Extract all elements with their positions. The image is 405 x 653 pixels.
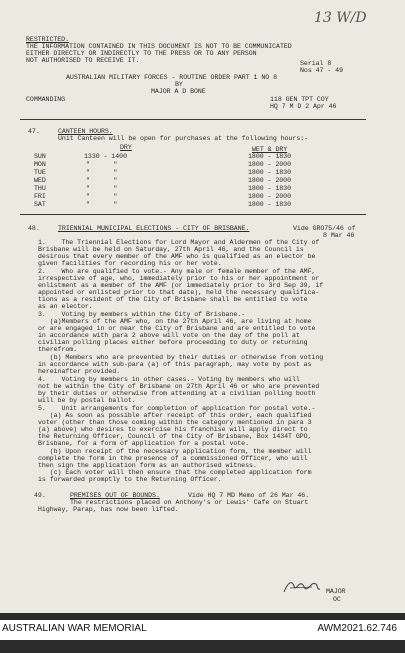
item-48-line: appointed or enlisted prior to that date), held the necessary qualifica- xyxy=(38,289,320,296)
item-49-line: Highway, Parap, has now been lifted. xyxy=(38,506,179,513)
item-48-line: given facilities for recording his or her vote. xyxy=(38,260,222,267)
item-48-line: desirous that every member of the AMF who is qualified as an elector be xyxy=(38,253,316,260)
signature-rank: MAJOR xyxy=(326,588,346,595)
item-48-line: (b) Members who are prevented by their duties or otherwise from voting xyxy=(38,354,324,361)
dry-thu: " " xyxy=(86,185,118,192)
day-sun: SUN xyxy=(34,153,46,160)
item-48-line: (c) Each voter will then ensure that the completed application form xyxy=(38,469,312,476)
item-48-line: is forwarded promptly to the Returning Officer. xyxy=(38,476,222,483)
restricted-label: RESTRICTED. xyxy=(26,36,69,43)
dry-sat: " " xyxy=(86,201,118,208)
wet-tue: 1800 - 1830 xyxy=(248,169,291,176)
dry-wed: " " xyxy=(86,177,118,184)
commanding-officer: MAJOR A D BONE xyxy=(151,88,206,95)
notice-line-1: THE INFORMATION CONTAINED IN THIS DOCUMENT IS NOT TO BE COMMUNICATED xyxy=(26,43,292,50)
day-tue: TUE xyxy=(34,169,46,176)
wet-thu: 1800 - 1830 xyxy=(248,185,291,192)
day-mon: MON xyxy=(34,161,46,168)
item-48-line: Brisbane, for a form of application for a postal vote. xyxy=(38,440,249,447)
item-48-line: voter (other than those coming within the category mentioned in para 3 xyxy=(38,419,312,426)
item-49-title: PREMISES OUT OF BOUNDS. xyxy=(70,492,160,499)
item-47-number: 47. xyxy=(28,128,40,135)
dry-fri: " " xyxy=(86,193,118,200)
item-48-ref-date: 8 Mar 46 xyxy=(323,232,355,239)
col-wet-header: WET & DRY xyxy=(252,146,288,153)
signature-scribble xyxy=(282,578,322,596)
wet-fri: 1800 - 2000 xyxy=(248,193,291,200)
item-48-line: hereinafter provided. xyxy=(38,368,121,375)
item-48-line: 4. Voting by members in other cases.- Voting by members who will xyxy=(38,376,300,383)
order-numbers: Nos 47 - 49 xyxy=(300,67,343,74)
item-48-line: 5. Unit arrangements for completion of application for postal vote.- xyxy=(38,405,316,412)
item-48-line: as an elector. xyxy=(38,303,93,310)
header-divider xyxy=(20,119,366,120)
item-48-line: then sign the application form as an authorised witness. xyxy=(38,462,257,469)
item-48-line: enlistment as a member of the AMF (or immediately prior to 3rd Sep 39, if xyxy=(38,282,324,289)
day-sat: SAT xyxy=(34,201,46,208)
footer-right: AWM2021.62.746 xyxy=(317,623,397,634)
item-49-line: The restrictions placed on Anthony's or Lewis' Cafe on Stuart xyxy=(70,499,309,506)
item-48-line: therefrom. xyxy=(38,346,78,353)
hq-date: HQ 7 M D 2 Apr 46 xyxy=(270,103,337,110)
wet-mon: 1800 - 2000 xyxy=(248,161,291,168)
item-48-line: Brisbane will be held on Saturday, 27th April 46, and the Council is xyxy=(38,246,304,253)
order-title: AUSTRALIAN MILITARY FORCES - ROUTINE ORDER PART 1 NO 8 xyxy=(66,74,277,81)
item-48-line: in accordance with sub-para (a) of this paragraph, may vote by post as xyxy=(38,361,312,368)
item-48-line: (a) above) who desires to exercise his franchise will apply direct to xyxy=(38,426,308,433)
day-thu: THU xyxy=(34,185,46,192)
dry-tue: " " xyxy=(86,169,118,176)
item-48-line: irrespective of age, who, immediately prior to his or her appointment or xyxy=(38,275,320,282)
item-48-line: 3. Voting by members within the City of Brisbane.- xyxy=(38,311,246,318)
col-dry-header: DRY xyxy=(120,144,132,151)
item-48-line: or are engaged in or near the City of Brisbane and are entitled to vote xyxy=(38,325,316,332)
item-47-divider xyxy=(20,214,366,215)
dry-mon: " " xyxy=(86,161,118,168)
wet-sat: 1800 - 1830 xyxy=(248,201,291,208)
item-48-line: the Returning Officer, Council of the City of Brisbane, Box 1434T GPO, xyxy=(38,433,312,440)
item-47-title: CANTEEN HOURS. xyxy=(58,128,113,135)
item-48-line: complete the form in the presence of a commissioned Officer, who will xyxy=(38,455,308,462)
signature-oc: OC xyxy=(333,596,341,603)
order-by: BY xyxy=(175,81,183,88)
item-48-line: tions as a resident of the City of Brisbane shall be entitled to vote xyxy=(38,296,308,303)
item-48-ref: Vide GRO75/46 of xyxy=(293,225,356,232)
item-48-line: 2. Who are qualified to vote.- Any male or female member of the AMF, xyxy=(38,268,316,275)
serial-number: Serial 8 xyxy=(300,60,332,67)
footer-left: AUSTRALIAN WAR MEMORIAL xyxy=(2,623,147,634)
notice-line-2: EITHER DIRECTLY OR INDIRECTLY TO THE PRESS OR TO ANY PERSON xyxy=(26,50,257,57)
day-fri: FRI xyxy=(34,193,46,200)
notice-line-3: NOT AUTHORISED TO RECEIVE IT. xyxy=(26,57,140,64)
unit-name: 118 GEN TPT COY xyxy=(270,96,329,103)
item-48-line: by their duties or otherwise from attending at a civilian polling booth xyxy=(38,390,316,397)
wet-sun: 1800 - 1830 xyxy=(248,153,291,160)
wet-wed: 1800 - 2000 xyxy=(248,177,291,184)
commanding-label: COMMANDING xyxy=(26,96,66,103)
item-48-line: (a) As soon as possible after receipt of this order, each qualified xyxy=(38,412,312,419)
item-48-title: TRIENNIAL MUNICIPAL ELECTIONS - CITY OF BRISBANE. xyxy=(58,225,250,232)
day-wed: WED xyxy=(34,177,46,184)
item-48-number: 48. xyxy=(28,225,40,232)
item-49-number: 49. xyxy=(34,492,46,499)
item-48-line: in accordance with para 2 above will vote on the day of the poll at xyxy=(38,332,300,339)
item-47-intro: Unit Canteen will be open for purchases at the following hours:- xyxy=(58,135,309,142)
item-48-line: civilian polling places either before proceeding to duty or returning xyxy=(38,339,308,346)
item-48-line: 1. The Triennial Elections for Lord Mayor and Aldermen of the City of xyxy=(38,239,320,246)
item-48-line: will be by postal ballot. xyxy=(38,397,136,404)
item-48-line: not be within the City of Brisbane on 27th April 46 or who are prevented xyxy=(38,383,320,390)
item-48-line: (a)Members of the AMF who, on the 27th April 46, are living at home xyxy=(38,318,312,325)
item-49-ref: Vide HQ 7 MD Memo of 26 Mar 46. xyxy=(188,492,310,499)
dry-sun: 1330 - 1400 xyxy=(84,153,127,160)
handwritten-annotation: 13 W/D xyxy=(314,10,367,26)
item-48-line: (b) Upon receipt of the necessary application form, the member will xyxy=(38,448,312,455)
